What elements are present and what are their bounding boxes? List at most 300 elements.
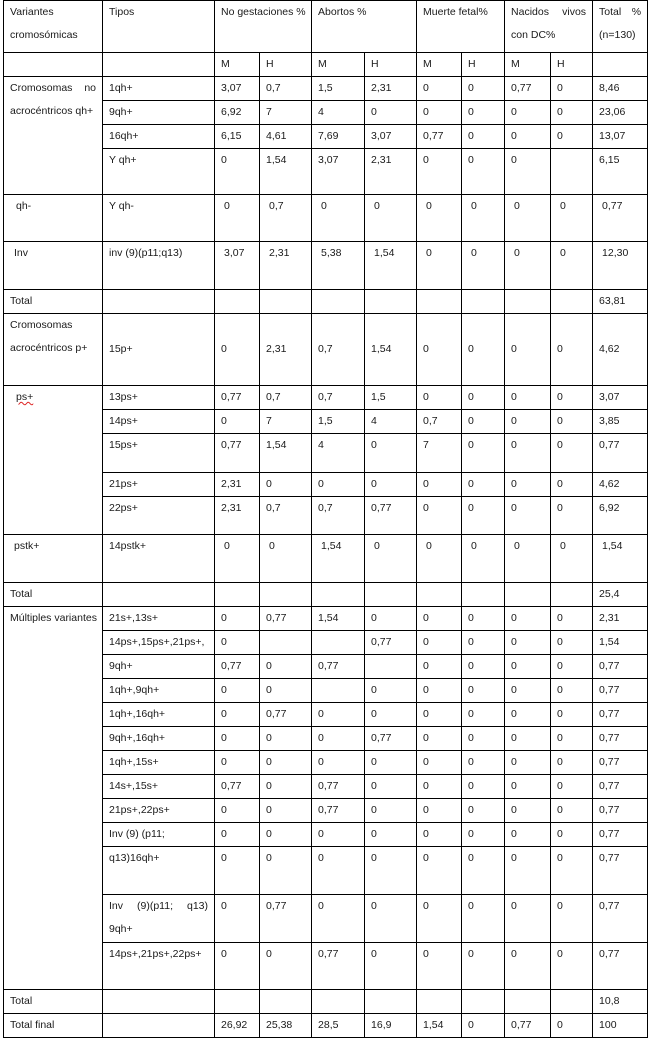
tipo-cell: Inv (9)(p11; q13) 9qh+ <box>103 895 215 943</box>
value-nacidos-h: 0 <box>551 751 593 775</box>
value-muerte-fetal-m <box>417 290 462 314</box>
value-no-gest-h: 0,7 <box>260 386 312 410</box>
value-muerte-fetal-m: 0 <box>417 799 462 823</box>
value-total: 63,81 <box>593 290 648 314</box>
category-cell: Cromosomas no acrocéntricos qh+ <box>4 77 103 195</box>
value-no-gest-h: 0 <box>260 473 312 497</box>
value-muerte-fetal-m: 7 <box>417 434 462 473</box>
value-no-gest-m: 26,92 <box>215 1014 260 1038</box>
value-no-gest-h: 1,54 <box>260 434 312 473</box>
subheader-m: M <box>505 53 551 77</box>
value-muerte-fetal-m: 0 <box>417 679 462 703</box>
value-total: 12,30 <box>593 242 648 290</box>
value-nacidos-m <box>505 583 551 607</box>
value-nacidos-h: 0 <box>551 434 593 473</box>
value-muerte-fetal-h: 0 <box>462 607 505 631</box>
value-muerte-fetal-m: 0 <box>417 497 462 535</box>
subheader-h: H <box>551 53 593 77</box>
value-muerte-fetal-m: 0 <box>417 101 462 125</box>
value-muerte-fetal-h: 0 <box>462 655 505 679</box>
subheader-empty <box>103 53 215 77</box>
tipo-cell <box>103 1014 215 1038</box>
value-nacidos-m: 0 <box>505 727 551 751</box>
value-abortos-h: 0 <box>365 943 417 990</box>
value-no-gest-h: 0,7 <box>260 77 312 101</box>
value-no-gest-m: 6,15 <box>215 125 260 149</box>
value-muerte-fetal-m: 0 <box>417 823 462 847</box>
value-total: 0,77 <box>593 703 648 727</box>
value-nacidos-m: 0 <box>505 703 551 727</box>
value-nacidos-m: 0 <box>505 655 551 679</box>
tipo-cell: 14ps+ <box>103 410 215 434</box>
value-abortos-m: 0 <box>312 727 365 751</box>
subheader-row <box>4 53 648 77</box>
value-abortos-h <box>365 655 417 679</box>
tipo-cell: Inv (9) (p11; <box>103 823 215 847</box>
tipo-cell: 14s+,15s+ <box>103 775 215 799</box>
value-muerte-fetal-h: 0 <box>462 314 505 386</box>
value-muerte-fetal-h: 0 <box>462 101 505 125</box>
value-nacidos-h: 0 <box>551 535 593 583</box>
value-no-gest-m: 0 <box>215 535 260 583</box>
tipo-cell: 15p+ <box>103 314 215 386</box>
value-total: 0,77 <box>593 775 648 799</box>
value-muerte-fetal-h: 0 <box>462 386 505 410</box>
header-total: Total % (n=130) <box>593 1 648 53</box>
value-abortos-m: 28,5 <box>312 1014 365 1038</box>
value-nacidos-h <box>551 583 593 607</box>
value-muerte-fetal-h: 0 <box>462 410 505 434</box>
value-no-gest-m <box>215 290 260 314</box>
table-row <box>4 583 648 607</box>
value-nacidos-h: 0 <box>551 125 593 149</box>
value-no-gest-m: 0 <box>215 751 260 775</box>
value-abortos-h: 2,31 <box>365 77 417 101</box>
value-nacidos-h: 0 <box>551 1014 593 1038</box>
value-no-gest-m <box>215 583 260 607</box>
value-no-gest-h: 0 <box>260 535 312 583</box>
value-abortos-m: 0 <box>312 823 365 847</box>
value-total: 13,07 <box>593 125 648 149</box>
tipo-cell: 1qh+,15s+ <box>103 751 215 775</box>
tipo-cell <box>103 990 215 1014</box>
value-nacidos-m: 0 <box>505 607 551 631</box>
category-cell: Cromosomas acrocéntricos p+ <box>4 314 103 386</box>
value-muerte-fetal-h: 0 <box>462 847 505 895</box>
value-muerte-fetal-m: 0 <box>417 242 462 290</box>
value-abortos-h: 0 <box>365 535 417 583</box>
value-no-gest-h: 1,54 <box>260 149 312 195</box>
value-nacidos-m: 0 <box>505 125 551 149</box>
tipo-cell: 14pstk+ <box>103 535 215 583</box>
value-muerte-fetal-h: 0 <box>462 703 505 727</box>
value-nacidos-h: 0 <box>551 631 593 655</box>
value-no-gest-m: 0 <box>215 799 260 823</box>
value-abortos-m: 1,54 <box>312 607 365 631</box>
value-abortos-h: 0 <box>365 775 417 799</box>
value-nacidos-m: 0 <box>505 631 551 655</box>
table-row <box>4 195 648 242</box>
total-final-label: Total final <box>4 1014 103 1038</box>
tipo-cell: 9qh+ <box>103 101 215 125</box>
value-no-gest-h: 0 <box>260 775 312 799</box>
value-abortos-m: 1,5 <box>312 410 365 434</box>
value-muerte-fetal-m: 0 <box>417 77 462 101</box>
value-no-gest-h: 0 <box>260 751 312 775</box>
value-muerte-fetal-h: 0 <box>462 727 505 751</box>
value-muerte-fetal-m: 0 <box>417 703 462 727</box>
value-total: 0,77 <box>593 655 648 679</box>
table-row <box>4 290 648 314</box>
value-abortos-m <box>312 631 365 655</box>
value-muerte-fetal-h: 0 <box>462 473 505 497</box>
value-muerte-fetal-m <box>417 990 462 1014</box>
value-abortos-m: 0 <box>312 703 365 727</box>
value-nacidos-m: 0 <box>505 410 551 434</box>
tipo-cell: 21ps+,22ps+ <box>103 799 215 823</box>
value-muerte-fetal-m: 0 <box>417 775 462 799</box>
value-total: 23,06 <box>593 101 648 125</box>
value-total: 3,85 <box>593 410 648 434</box>
value-muerte-fetal-h <box>462 583 505 607</box>
value-muerte-fetal-m: 0 <box>417 895 462 943</box>
value-no-gest-m: 6,92 <box>215 101 260 125</box>
value-nacidos-h: 0 <box>551 386 593 410</box>
value-muerte-fetal-m: 0 <box>417 535 462 583</box>
value-no-gest-h <box>260 990 312 1014</box>
value-abortos-m: 0,7 <box>312 497 365 535</box>
value-muerte-fetal-h: 0 <box>462 631 505 655</box>
value-no-gest-m: 2,31 <box>215 497 260 535</box>
tipo-cell <box>103 583 215 607</box>
value-abortos-h: 3,07 <box>365 125 417 149</box>
value-nacidos-h: 0 <box>551 473 593 497</box>
tipo-cell <box>103 290 215 314</box>
value-total: 2,31 <box>593 607 648 631</box>
value-abortos-m: 0,7 <box>312 386 365 410</box>
value-nacidos-h: 0 <box>551 895 593 943</box>
value-muerte-fetal-h: 0 <box>462 799 505 823</box>
tipo-cell: 14ps+,21ps+,22ps+ <box>103 943 215 990</box>
value-no-gest-m: 0 <box>215 679 260 703</box>
value-nacidos-h: 0 <box>551 314 593 386</box>
value-nacidos-h <box>551 149 593 195</box>
value-abortos-m: 0,77 <box>312 943 365 990</box>
tipo-cell: Y qh+ <box>103 149 215 195</box>
tipo-cell: 9qh+ <box>103 655 215 679</box>
value-no-gest-m: 0,77 <box>215 386 260 410</box>
value-abortos-h: 0,77 <box>365 497 417 535</box>
value-muerte-fetal-m <box>417 583 462 607</box>
value-no-gest-h: 2,31 <box>260 242 312 290</box>
value-abortos-h: 0 <box>365 751 417 775</box>
tipo-cell: 14ps+,15ps+,21ps+, <box>103 631 215 655</box>
value-total: 0,77 <box>593 679 648 703</box>
value-abortos-h <box>365 990 417 1014</box>
value-muerte-fetal-m: 0 <box>417 473 462 497</box>
value-total: 0,77 <box>593 751 648 775</box>
value-abortos-m: 4 <box>312 101 365 125</box>
tipo-cell: 1qh+ <box>103 77 215 101</box>
category-cell: pstk+ <box>4 535 103 583</box>
value-abortos-h: 0 <box>365 823 417 847</box>
value-no-gest-m: 3,07 <box>215 77 260 101</box>
value-nacidos-m: 0 <box>505 242 551 290</box>
value-muerte-fetal-h: 0 <box>462 535 505 583</box>
value-no-gest-m: 0 <box>215 195 260 242</box>
value-no-gest-m: 0 <box>215 727 260 751</box>
value-abortos-h: 1,54 <box>365 242 417 290</box>
header-abortos: Abortos % <box>312 1 417 53</box>
value-total: 0,77 <box>593 895 648 943</box>
value-nacidos-m: 0 <box>505 101 551 125</box>
value-abortos-h: 0 <box>365 679 417 703</box>
value-abortos-m <box>312 990 365 1014</box>
category-cell: Múltiples variantes <box>4 607 103 990</box>
header-row <box>4 1 648 53</box>
value-no-gest-m: 0 <box>215 895 260 943</box>
table-row <box>4 1014 648 1038</box>
value-no-gest-m <box>215 990 260 1014</box>
value-no-gest-h <box>260 290 312 314</box>
value-total: 6,15 <box>593 149 648 195</box>
value-no-gest-m: 3,07 <box>215 242 260 290</box>
value-no-gest-h: 0,77 <box>260 895 312 943</box>
value-muerte-fetal-h <box>462 290 505 314</box>
value-total: 25,4 <box>593 583 648 607</box>
value-total: 10,8 <box>593 990 648 1014</box>
value-nacidos-m: 0 <box>505 314 551 386</box>
value-no-gest-m: 0 <box>215 703 260 727</box>
value-total: 1,54 <box>593 535 648 583</box>
header-muerte-fetal: Muerte fetal% <box>417 1 505 53</box>
value-total: 0,77 <box>593 847 648 895</box>
table-row <box>4 535 648 583</box>
tipo-cell: Y qh- <box>103 195 215 242</box>
value-abortos-h: 0 <box>365 473 417 497</box>
value-muerte-fetal-m: 1,54 <box>417 1014 462 1038</box>
value-nacidos-m: 0 <box>505 473 551 497</box>
value-muerte-fetal-h: 0 <box>462 125 505 149</box>
value-abortos-m: 0 <box>312 473 365 497</box>
value-abortos-m: 0,7 <box>312 314 365 386</box>
value-no-gest-m: 0 <box>215 847 260 895</box>
value-total: 0,77 <box>593 823 648 847</box>
value-muerte-fetal-m: 0 <box>417 943 462 990</box>
value-muerte-fetal-h: 0 <box>462 895 505 943</box>
tipo-cell: 21ps+ <box>103 473 215 497</box>
data-table <box>3 0 648 1038</box>
subheader-empty <box>593 53 648 77</box>
value-nacidos-h: 0 <box>551 497 593 535</box>
value-nacidos-m: 0 <box>505 943 551 990</box>
value-nacidos-m: 0 <box>505 799 551 823</box>
value-abortos-m: 3,07 <box>312 149 365 195</box>
header-no-gestaciones: No gestaciones % <box>215 1 312 53</box>
value-no-gest-h: 0,7 <box>260 195 312 242</box>
value-nacidos-m: 0 <box>505 679 551 703</box>
value-abortos-m <box>312 679 365 703</box>
value-muerte-fetal-m: 0 <box>417 195 462 242</box>
value-no-gest-m: 0 <box>215 607 260 631</box>
value-abortos-m: 0,77 <box>312 799 365 823</box>
value-muerte-fetal-m: 0,77 <box>417 125 462 149</box>
value-abortos-h: 1,54 <box>365 314 417 386</box>
value-total: 4,62 <box>593 473 648 497</box>
value-nacidos-h <box>551 290 593 314</box>
tipo-cell: inv (9)(p11;q13) <box>103 242 215 290</box>
value-nacidos-m <box>505 990 551 1014</box>
value-muerte-fetal-h: 0 <box>462 195 505 242</box>
header-tipos: Tipos <box>103 1 215 53</box>
header-nacidos-vivos: Nacidos vivos con DC% <box>505 1 593 53</box>
value-nacidos-h: 0 <box>551 101 593 125</box>
value-no-gest-h: 0 <box>260 727 312 751</box>
value-no-gest-h: 0,77 <box>260 703 312 727</box>
value-muerte-fetal-m: 0 <box>417 655 462 679</box>
value-total: 4,62 <box>593 314 648 386</box>
value-muerte-fetal-h: 0 <box>462 775 505 799</box>
value-abortos-h: 4 <box>365 410 417 434</box>
value-no-gest-m: 0 <box>215 631 260 655</box>
value-total: 0,77 <box>593 727 648 751</box>
value-abortos-h: 16,9 <box>365 1014 417 1038</box>
value-muerte-fetal-h: 0 <box>462 149 505 195</box>
value-no-gest-h: 7 <box>260 410 312 434</box>
value-muerte-fetal-m: 0 <box>417 847 462 895</box>
value-nacidos-h: 0 <box>551 703 593 727</box>
value-muerte-fetal-h <box>462 990 505 1014</box>
tipo-cell: 9qh+,16qh+ <box>103 727 215 751</box>
subheader-h: H <box>462 53 505 77</box>
value-abortos-m: 0 <box>312 195 365 242</box>
value-abortos-m: 0 <box>312 751 365 775</box>
value-abortos-m <box>312 290 365 314</box>
value-total: 0,77 <box>593 943 648 990</box>
value-abortos-h: 1,5 <box>365 386 417 410</box>
value-nacidos-h: 0 <box>551 77 593 101</box>
value-no-gest-m: 0 <box>215 149 260 195</box>
value-no-gest-h <box>260 583 312 607</box>
value-nacidos-h: 0 <box>551 242 593 290</box>
value-no-gest-h: 0 <box>260 655 312 679</box>
value-abortos-m: 4 <box>312 434 365 473</box>
value-nacidos-h: 0 <box>551 195 593 242</box>
value-nacidos-h: 0 <box>551 775 593 799</box>
subheader-h: H <box>365 53 417 77</box>
value-no-gest-h <box>260 631 312 655</box>
value-abortos-h: 0 <box>365 434 417 473</box>
value-abortos-h: 0 <box>365 895 417 943</box>
category-cell: ps+ <box>4 386 103 535</box>
value-no-gest-m: 0 <box>215 314 260 386</box>
value-no-gest-m: 2,31 <box>215 473 260 497</box>
value-no-gest-h: 0 <box>260 823 312 847</box>
value-abortos-h: 2,31 <box>365 149 417 195</box>
value-no-gest-h: 0 <box>260 679 312 703</box>
value-no-gest-h: 0 <box>260 943 312 990</box>
tipo-cell: 1qh+,16qh+ <box>103 703 215 727</box>
value-muerte-fetal-h: 0 <box>462 751 505 775</box>
value-nacidos-h: 0 <box>551 655 593 679</box>
tipo-cell: 13ps+ <box>103 386 215 410</box>
value-total: 8,46 <box>593 77 648 101</box>
value-muerte-fetal-h: 0 <box>462 434 505 473</box>
value-abortos-m: 0,77 <box>312 655 365 679</box>
subheader-m: M <box>417 53 462 77</box>
value-no-gest-m: 0,77 <box>215 434 260 473</box>
subheader-h: H <box>260 53 312 77</box>
value-muerte-fetal-m: 0 <box>417 149 462 195</box>
value-muerte-fetal-m: 0 <box>417 631 462 655</box>
header-variantes: Variantes cromosómicas <box>4 1 103 53</box>
value-nacidos-m: 0 <box>505 535 551 583</box>
value-no-gest-h: 4,61 <box>260 125 312 149</box>
value-nacidos-h: 0 <box>551 607 593 631</box>
value-no-gest-m: 0,77 <box>215 655 260 679</box>
value-muerte-fetal-h: 0 <box>462 242 505 290</box>
value-no-gest-m: 0 <box>215 410 260 434</box>
table-row <box>4 242 648 290</box>
value-abortos-h: 0 <box>365 847 417 895</box>
value-abortos-h: 0,77 <box>365 631 417 655</box>
value-abortos-h: 0,77 <box>365 727 417 751</box>
value-nacidos-m: 0 <box>505 497 551 535</box>
value-total: 0,77 <box>593 434 648 473</box>
tipo-cell: 15ps+ <box>103 434 215 473</box>
value-no-gest-h: 2,31 <box>260 314 312 386</box>
table-row <box>4 607 648 631</box>
subheader-empty <box>4 53 103 77</box>
value-abortos-h: 0 <box>365 703 417 727</box>
value-nacidos-m: 0 <box>505 434 551 473</box>
value-total: 100 <box>593 1014 648 1038</box>
value-no-gest-h: 0 <box>260 847 312 895</box>
value-abortos-m: 7,69 <box>312 125 365 149</box>
value-abortos-h <box>365 583 417 607</box>
value-muerte-fetal-m: 0 <box>417 607 462 631</box>
value-abortos-h: 0 <box>365 799 417 823</box>
value-nacidos-m: 0 <box>505 847 551 895</box>
value-no-gest-h: 0,77 <box>260 607 312 631</box>
value-abortos-m: 1,5 <box>312 77 365 101</box>
table-row <box>4 314 648 386</box>
value-muerte-fetal-m: 0,7 <box>417 410 462 434</box>
value-abortos-h <box>365 290 417 314</box>
value-abortos-h: 0 <box>365 607 417 631</box>
value-no-gest-m: 0,77 <box>215 775 260 799</box>
total-label: Total <box>4 583 103 607</box>
value-nacidos-h: 0 <box>551 799 593 823</box>
value-no-gest-h: 7 <box>260 101 312 125</box>
value-no-gest-m: 0 <box>215 943 260 990</box>
value-muerte-fetal-h: 0 <box>462 497 505 535</box>
value-nacidos-m: 0 <box>505 775 551 799</box>
value-muerte-fetal-m: 0 <box>417 314 462 386</box>
value-nacidos-h: 0 <box>551 410 593 434</box>
table-row <box>4 990 648 1014</box>
value-total: 0,77 <box>593 799 648 823</box>
value-nacidos-h: 0 <box>551 679 593 703</box>
category-cell: Inv <box>4 242 103 290</box>
value-abortos-m: 0 <box>312 895 365 943</box>
value-abortos-h: 0 <box>365 195 417 242</box>
value-nacidos-m: 0,77 <box>505 77 551 101</box>
tipo-cell: 21s+,13s+ <box>103 607 215 631</box>
value-nacidos-m: 0 <box>505 751 551 775</box>
tipo-cell: 1qh+,9qh+ <box>103 679 215 703</box>
tipo-cell: 16qh+ <box>103 125 215 149</box>
